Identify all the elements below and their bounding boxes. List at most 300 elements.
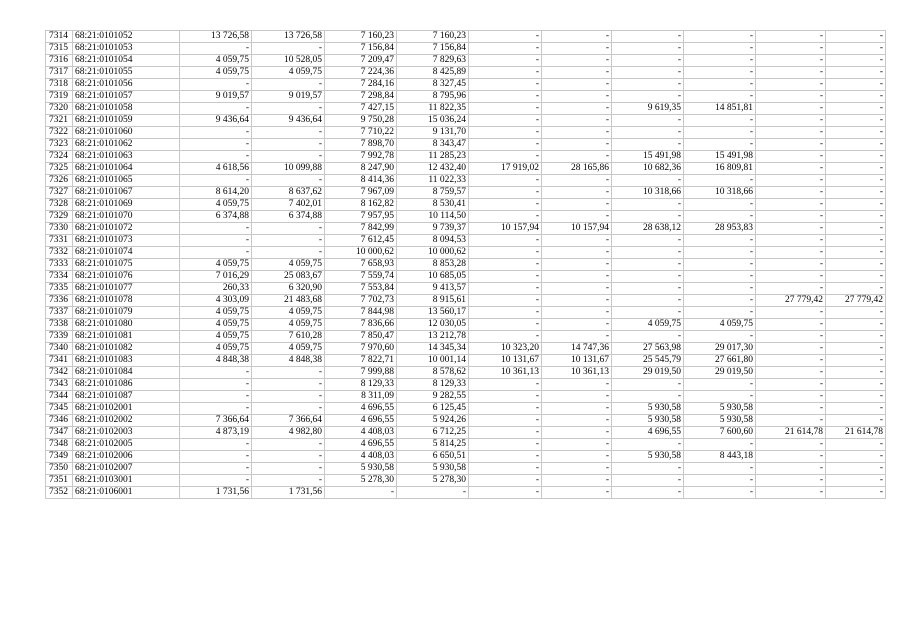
value-cell-8: - (684, 79, 756, 91)
row-number-cell: 7315 (46, 43, 73, 55)
value-cell-8: 28 953,83 (684, 223, 756, 235)
value-cell-5: 17 919,02 (469, 163, 542, 175)
value-cell-8: - (684, 115, 756, 127)
value-cell-9: - (756, 259, 826, 271)
value-cell-2: 4 059,75 (252, 259, 325, 271)
value-cell-8: 4 059,75 (684, 319, 756, 331)
value-cell-7: - (612, 475, 684, 487)
value-cell-3: 8 129,33 (325, 379, 397, 391)
row-number-cell: 7318 (46, 79, 73, 91)
value-cell-3: 7 842,99 (325, 223, 397, 235)
value-cell-10: - (826, 139, 886, 151)
value-cell-5: - (469, 91, 542, 103)
value-cell-8: 16 809,81 (684, 163, 756, 175)
value-cell-6: - (542, 151, 612, 163)
value-cell-8: - (684, 331, 756, 343)
value-cell-5: - (469, 259, 542, 271)
cadastral-number-cell: 68:21:0101069 (73, 199, 180, 211)
row-number-cell: 7324 (46, 151, 73, 163)
value-cell-9: - (756, 343, 826, 355)
value-cell-10: - (826, 343, 886, 355)
cadastral-number-cell: 68:21:0101084 (73, 367, 180, 379)
value-cell-2: - (252, 151, 325, 163)
value-cell-8: 10 318,66 (684, 187, 756, 199)
value-cell-7: - (612, 463, 684, 475)
value-cell-1: 4 059,75 (180, 259, 252, 271)
value-cell-4: 5 278,30 (397, 475, 469, 487)
value-cell-10: - (826, 439, 886, 451)
value-cell-5: 10 361,13 (469, 367, 542, 379)
value-cell-4: 12 432,40 (397, 163, 469, 175)
value-cell-9: - (756, 79, 826, 91)
value-cell-8: - (684, 175, 756, 187)
value-cell-4: 15 036,24 (397, 115, 469, 127)
value-cell-4: 8 853,28 (397, 259, 469, 271)
value-cell-7: - (612, 307, 684, 319)
table-row (46, 439, 886, 451)
row-number-cell: 7328 (46, 199, 73, 211)
cadastral-number-cell: 68:21:0101073 (73, 235, 180, 247)
value-cell-8: - (684, 439, 756, 451)
value-cell-7: 10 682,36 (612, 163, 684, 175)
value-cell-2: 10 099,88 (252, 163, 325, 175)
row-number-cell: 7343 (46, 379, 73, 391)
value-cell-4: 8 094,53 (397, 235, 469, 247)
value-cell-9: - (756, 163, 826, 175)
value-cell-4: 8 129,33 (397, 379, 469, 391)
cadastral-number-cell: 68:21:0101059 (73, 115, 180, 127)
value-cell-4: 6 712,25 (397, 427, 469, 439)
value-cell-10: - (826, 475, 886, 487)
value-cell-10: - (826, 367, 886, 379)
table-row (46, 187, 886, 199)
value-cell-2: 7 402,01 (252, 199, 325, 211)
table-row (46, 391, 886, 403)
value-cell-2: - (252, 103, 325, 115)
value-cell-5: - (469, 475, 542, 487)
value-cell-4: 8 425,89 (397, 67, 469, 79)
value-cell-8: - (684, 31, 756, 43)
cadastral-number-cell: 68:21:0102007 (73, 463, 180, 475)
value-cell-8: - (684, 259, 756, 271)
value-cell-5: - (469, 187, 542, 199)
value-cell-5: - (469, 415, 542, 427)
value-cell-8: 29 017,30 (684, 343, 756, 355)
value-cell-1: 4 873,19 (180, 427, 252, 439)
value-cell-8: - (684, 43, 756, 55)
value-cell-10: - (826, 487, 886, 499)
cadastral-number-cell: 68:21:0101074 (73, 247, 180, 259)
value-cell-2: 6 320,90 (252, 283, 325, 295)
value-cell-8: - (684, 463, 756, 475)
value-cell-8: - (684, 139, 756, 151)
value-cell-4: 12 030,05 (397, 319, 469, 331)
value-cell-3: 7 898,70 (325, 139, 397, 151)
value-cell-9: - (756, 67, 826, 79)
value-cell-9: - (756, 31, 826, 43)
value-cell-4: 8 578,62 (397, 367, 469, 379)
value-cell-7: - (612, 271, 684, 283)
value-cell-1: - (180, 379, 252, 391)
value-cell-6: - (542, 187, 612, 199)
table-row (46, 223, 886, 235)
value-cell-4: 5 924,26 (397, 415, 469, 427)
value-cell-7: - (612, 79, 684, 91)
row-number-cell: 7320 (46, 103, 73, 115)
value-cell-7: - (612, 331, 684, 343)
value-cell-9: - (756, 115, 826, 127)
value-cell-10: - (826, 235, 886, 247)
row-number-cell: 7330 (46, 223, 73, 235)
value-cell-4: 11 022,33 (397, 175, 469, 187)
value-cell-10: - (826, 79, 886, 91)
value-cell-4: 5 814,25 (397, 439, 469, 451)
value-cell-4: 6 650,51 (397, 451, 469, 463)
table-row (46, 307, 886, 319)
value-cell-3: 7 427,15 (325, 103, 397, 115)
value-cell-1: 7 016,29 (180, 271, 252, 283)
row-number-cell: 7352 (46, 487, 73, 499)
cadastral-number-cell: 68:21:0103001 (73, 475, 180, 487)
value-cell-2: 9 019,57 (252, 91, 325, 103)
value-cell-9: - (756, 235, 826, 247)
value-cell-3: 4 408,03 (325, 451, 397, 463)
value-cell-10: - (826, 199, 886, 211)
table-row (46, 175, 886, 187)
cadastral-number-cell: 68:21:0101053 (73, 43, 180, 55)
cadastral-number-cell: 68:21:0102003 (73, 427, 180, 439)
value-cell-4: 7 160,23 (397, 31, 469, 43)
value-cell-7: - (612, 175, 684, 187)
row-number-cell: 7335 (46, 283, 73, 295)
value-cell-8: 15 491,98 (684, 151, 756, 163)
row-number-cell: 7331 (46, 235, 73, 247)
value-cell-9: 21 614,78 (756, 427, 826, 439)
table-row (46, 331, 886, 343)
table-row (46, 235, 886, 247)
value-cell-2: 7 610,28 (252, 331, 325, 343)
value-cell-5: - (469, 439, 542, 451)
value-cell-2: 21 483,68 (252, 295, 325, 307)
value-cell-7: - (612, 31, 684, 43)
value-cell-6: - (542, 319, 612, 331)
row-number-cell: 7317 (46, 67, 73, 79)
value-cell-2: 6 374,88 (252, 211, 325, 223)
value-cell-5: - (469, 235, 542, 247)
cadastral-number-cell: 68:21:0101064 (73, 163, 180, 175)
value-cell-8: - (684, 307, 756, 319)
value-cell-5: - (469, 283, 542, 295)
value-cell-10: - (826, 319, 886, 331)
value-cell-7: 5 930,58 (612, 403, 684, 415)
value-cell-6: 10 131,67 (542, 355, 612, 367)
value-cell-9: - (756, 55, 826, 67)
value-cell-9: - (756, 151, 826, 163)
table-row (46, 199, 886, 211)
value-cell-10: - (826, 307, 886, 319)
value-cell-5: - (469, 247, 542, 259)
value-cell-10: - (826, 223, 886, 235)
value-cell-6: - (542, 271, 612, 283)
value-cell-8: - (684, 379, 756, 391)
row-number-cell: 7327 (46, 187, 73, 199)
value-cell-2: - (252, 79, 325, 91)
value-cell-7: - (612, 43, 684, 55)
value-cell-1: 4 059,75 (180, 55, 252, 67)
value-cell-4: 10 000,62 (397, 247, 469, 259)
value-cell-4: 10 685,05 (397, 271, 469, 283)
value-cell-2: 10 528,05 (252, 55, 325, 67)
cadastral-number-cell: 68:21:0101052 (73, 31, 180, 43)
value-cell-4: 10 001,14 (397, 355, 469, 367)
value-cell-9: - (756, 331, 826, 343)
table-row (46, 31, 886, 43)
value-cell-7: 29 019,50 (612, 367, 684, 379)
value-cell-2: - (252, 475, 325, 487)
value-cell-2: 13 726,58 (252, 31, 325, 43)
value-cell-10: - (826, 91, 886, 103)
value-cell-6: - (542, 295, 612, 307)
value-cell-10: - (826, 355, 886, 367)
value-cell-4: 11 822,35 (397, 103, 469, 115)
value-cell-10: - (826, 259, 886, 271)
value-cell-5: - (469, 55, 542, 67)
table-body (46, 31, 886, 499)
row-number-cell: 7316 (46, 55, 73, 67)
value-cell-2: - (252, 391, 325, 403)
cadastral-number-cell: 68:21:0106001 (73, 487, 180, 499)
table-row (46, 355, 886, 367)
table-row (46, 379, 886, 391)
value-cell-9: - (756, 475, 826, 487)
cadastral-number-cell: 68:21:0101054 (73, 55, 180, 67)
value-cell-3: 7 658,93 (325, 259, 397, 271)
value-cell-10: - (826, 247, 886, 259)
row-number-cell: 7350 (46, 463, 73, 475)
value-cell-7: - (612, 439, 684, 451)
row-number-cell: 7351 (46, 475, 73, 487)
row-number-cell: 7338 (46, 319, 73, 331)
value-cell-1: - (180, 403, 252, 415)
value-cell-1: 9 019,57 (180, 91, 252, 103)
value-cell-7: - (612, 247, 684, 259)
value-cell-7: - (612, 211, 684, 223)
value-cell-9: - (756, 367, 826, 379)
table-row (46, 127, 886, 139)
value-cell-6: - (542, 199, 612, 211)
value-cell-7: - (612, 391, 684, 403)
value-cell-2: 7 366,64 (252, 415, 325, 427)
value-cell-6: - (542, 211, 612, 223)
value-cell-6: - (542, 307, 612, 319)
value-cell-2: - (252, 247, 325, 259)
value-cell-5: - (469, 271, 542, 283)
value-cell-1: 8 614,20 (180, 187, 252, 199)
value-cell-1: 9 436,64 (180, 115, 252, 127)
value-cell-10: - (826, 391, 886, 403)
value-cell-1: - (180, 151, 252, 163)
value-cell-2: - (252, 463, 325, 475)
value-cell-2: - (252, 223, 325, 235)
value-cell-7: - (612, 235, 684, 247)
value-cell-9: - (756, 91, 826, 103)
value-cell-6: - (542, 259, 612, 271)
value-cell-1: 4 303,09 (180, 295, 252, 307)
value-cell-9: - (756, 43, 826, 55)
value-cell-2: 8 637,62 (252, 187, 325, 199)
table-row (46, 259, 886, 271)
value-cell-6: - (542, 91, 612, 103)
value-cell-6: 10 157,94 (542, 223, 612, 235)
value-cell-2: - (252, 379, 325, 391)
value-cell-4: 9 739,37 (397, 223, 469, 235)
value-cell-9: - (756, 223, 826, 235)
value-cell-3: 7 850,47 (325, 331, 397, 343)
value-cell-6: - (542, 487, 612, 499)
value-cell-3: 10 000,62 (325, 247, 397, 259)
value-cell-9: - (756, 451, 826, 463)
value-cell-7: - (612, 259, 684, 271)
value-cell-3: 8 311,09 (325, 391, 397, 403)
value-cell-4: 13 212,78 (397, 331, 469, 343)
value-cell-3: 7 553,84 (325, 283, 397, 295)
value-cell-3: 4 696,55 (325, 415, 397, 427)
cadastral-number-cell: 68:21:0101077 (73, 283, 180, 295)
value-cell-6: - (542, 439, 612, 451)
value-cell-3: 7 844,98 (325, 307, 397, 319)
value-cell-6: 10 361,13 (542, 367, 612, 379)
value-cell-10: - (826, 115, 886, 127)
row-number-cell: 7332 (46, 247, 73, 259)
value-cell-8: - (684, 295, 756, 307)
value-cell-2: - (252, 367, 325, 379)
value-cell-3: - (325, 487, 397, 499)
value-cell-10: - (826, 283, 886, 295)
value-cell-3: 7 284,16 (325, 79, 397, 91)
table-row (46, 367, 886, 379)
cadastral-number-cell: 68:21:0102006 (73, 451, 180, 463)
value-cell-9: - (756, 187, 826, 199)
cadastral-number-cell: 68:21:0101083 (73, 355, 180, 367)
value-cell-10: - (826, 187, 886, 199)
value-cell-1: - (180, 475, 252, 487)
value-cell-4: 13 560,17 (397, 307, 469, 319)
cadastral-number-cell: 68:21:0102001 (73, 403, 180, 415)
value-cell-2: 4 059,75 (252, 67, 325, 79)
value-cell-1: 6 374,88 (180, 211, 252, 223)
value-cell-7: - (612, 283, 684, 295)
value-cell-8: 8 443,18 (684, 451, 756, 463)
table-row (46, 115, 886, 127)
row-number-cell: 7336 (46, 295, 73, 307)
value-cell-2: 4 059,75 (252, 343, 325, 355)
value-cell-6: - (542, 43, 612, 55)
value-cell-8: 14 851,81 (684, 103, 756, 115)
value-cell-1: 13 726,58 (180, 31, 252, 43)
value-cell-8: - (684, 127, 756, 139)
table-row (46, 427, 886, 439)
value-cell-10: - (826, 43, 886, 55)
table-row (46, 319, 886, 331)
value-cell-5: - (469, 79, 542, 91)
value-cell-9: - (756, 403, 826, 415)
value-cell-10: - (826, 463, 886, 475)
table-row (46, 415, 886, 427)
value-cell-5: - (469, 67, 542, 79)
value-cell-3: 7 224,36 (325, 67, 397, 79)
row-number-cell: 7314 (46, 31, 73, 43)
value-cell-4: 9 282,55 (397, 391, 469, 403)
table-row (46, 55, 886, 67)
value-cell-10: - (826, 103, 886, 115)
value-cell-1: 4 059,75 (180, 343, 252, 355)
value-cell-1: - (180, 223, 252, 235)
value-cell-4: 5 930,58 (397, 463, 469, 475)
value-cell-7: 4 696,55 (612, 427, 684, 439)
row-number-cell: 7323 (46, 139, 73, 151)
value-cell-5: - (469, 115, 542, 127)
value-cell-2: 1 731,56 (252, 487, 325, 499)
cadastral-number-cell: 68:21:0101056 (73, 79, 180, 91)
value-cell-6: - (542, 247, 612, 259)
value-cell-6: - (542, 139, 612, 151)
table-row (46, 463, 886, 475)
value-cell-8: - (684, 199, 756, 211)
value-cell-7: - (612, 127, 684, 139)
value-cell-10: - (826, 67, 886, 79)
value-cell-8: - (684, 271, 756, 283)
value-cell-5: - (469, 151, 542, 163)
value-cell-8: - (684, 91, 756, 103)
table-row (46, 151, 886, 163)
row-number-cell: 7337 (46, 307, 73, 319)
row-number-cell: 7349 (46, 451, 73, 463)
value-cell-9: - (756, 271, 826, 283)
value-cell-1: - (180, 43, 252, 55)
cadastral-number-cell: 68:21:0101072 (73, 223, 180, 235)
value-cell-5: - (469, 295, 542, 307)
value-cell-4: - (397, 487, 469, 499)
row-number-cell: 7326 (46, 175, 73, 187)
value-cell-4: 7 156,84 (397, 43, 469, 55)
value-cell-7: 5 930,58 (612, 415, 684, 427)
value-cell-1: 4 618,56 (180, 163, 252, 175)
value-cell-1: 7 366,64 (180, 415, 252, 427)
cadastral-number-cell: 68:21:0102005 (73, 439, 180, 451)
data-table (45, 30, 886, 499)
value-cell-2: 4 059,75 (252, 307, 325, 319)
value-cell-5: - (469, 427, 542, 439)
value-cell-6: - (542, 67, 612, 79)
value-cell-5: - (469, 391, 542, 403)
value-cell-2: - (252, 139, 325, 151)
value-cell-1: - (180, 103, 252, 115)
value-cell-3: 7 822,71 (325, 355, 397, 367)
value-cell-4: 7 829,63 (397, 55, 469, 67)
value-cell-1: 4 059,75 (180, 331, 252, 343)
value-cell-5: - (469, 403, 542, 415)
value-cell-2: 4 848,38 (252, 355, 325, 367)
value-cell-9: - (756, 355, 826, 367)
value-cell-2: 4 059,75 (252, 319, 325, 331)
row-number-cell: 7344 (46, 391, 73, 403)
value-cell-4: 8 795,96 (397, 91, 469, 103)
row-number-cell: 7322 (46, 127, 73, 139)
value-cell-10: - (826, 151, 886, 163)
row-number-cell: 7340 (46, 343, 73, 355)
cadastral-number-cell: 68:21:0101079 (73, 307, 180, 319)
value-cell-4: 9 413,57 (397, 283, 469, 295)
